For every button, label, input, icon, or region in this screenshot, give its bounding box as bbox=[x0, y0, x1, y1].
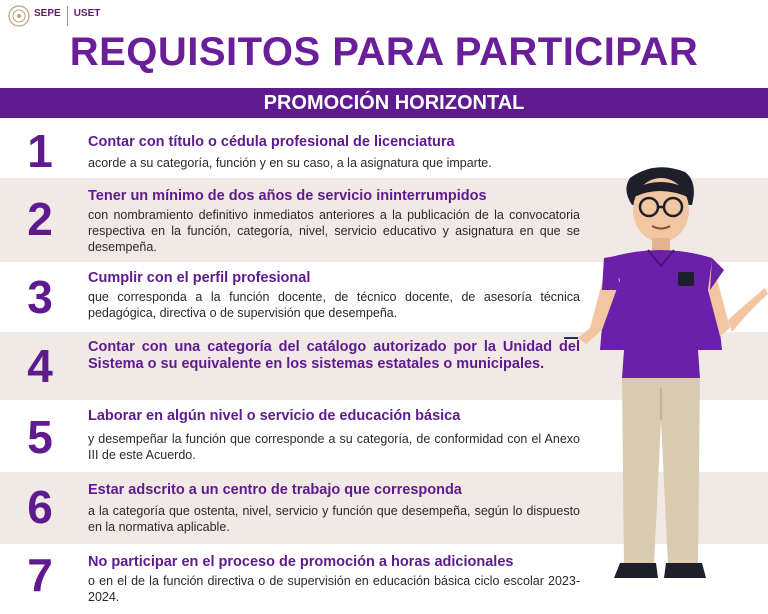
requirement-number: 6 bbox=[27, 481, 53, 533]
requirement-detail: o en el de la función directiva o de supervisión en educación básica ciclo escolar 2023-2024. bbox=[88, 574, 580, 604]
sepe-logo-text: SEPE bbox=[34, 7, 61, 19]
uset-logo bbox=[74, 9, 101, 24]
uset-logo-text: USET bbox=[73, 7, 101, 19]
requirement-detail: acorde a su categoría, función y en su caso, a la asignatura que imparte. bbox=[88, 156, 492, 170]
requirement-number: 1 bbox=[27, 125, 53, 177]
institution-logos bbox=[8, 5, 100, 27]
requirement-number: 4 bbox=[27, 340, 53, 392]
requirement-detail: con nombramiento definitivo inmediatos anteriores a la publicación de la convocatoria respectiva en la función, categoría, nivel, servicio educativo y asignatura en que se desempeña. bbox=[88, 208, 580, 254]
presenter-illustration bbox=[560, 160, 768, 585]
requirement-detail: que corresponda a la función docente, de técnico docente, de asesoría técnica pedagógica, directiva o de supervisión que desempeña. bbox=[88, 290, 580, 320]
subtitle: PROMOCIÓN HORIZONTAL bbox=[263, 92, 525, 114]
page-title: REQUISITOS PARA PARTICIPAR bbox=[69, 30, 699, 74]
requirement-number: 3 bbox=[27, 271, 53, 323]
requirement-number: 2 bbox=[27, 193, 53, 245]
requirement-heading: Laborar en algún nivel o servicio de educación básica bbox=[88, 408, 461, 424]
requirement-number: 5 bbox=[27, 411, 53, 463]
seal-icon bbox=[8, 5, 30, 27]
sepe-logo bbox=[34, 9, 61, 24]
subtitle-banner bbox=[0, 88, 768, 118]
requirement-detail: a la categoría que ostenta, nivel, servicio y función que desempeña, según lo dispuesto en la normativa aplicable. bbox=[88, 504, 580, 534]
logo-divider bbox=[67, 6, 68, 26]
requirement-heading: Contar con una categoría del catálogo autorizado por la Unidad del Sistema o su equivalente en los sistemas estatales o municipales. bbox=[88, 339, 580, 372]
requirement-heading: No participar en el proceso de promoción a horas adicionales bbox=[88, 554, 514, 570]
top-header bbox=[0, 0, 768, 34]
requirement-heading: Contar con título o cédula profesional de licenciatura bbox=[88, 134, 455, 150]
requirement-heading: Cumplir con el perfil profesional bbox=[88, 270, 311, 286]
requirement-number: 7 bbox=[27, 549, 53, 601]
requirement-detail: y desempeñar la función que corresponde a su categoría, de conformidad con el Anexo III de este Acuerdo. bbox=[88, 432, 580, 462]
requirement-heading: Tener un mínimo de dos años de servicio ininterrumpidos bbox=[88, 188, 487, 204]
requirement-heading: Estar adscrito a un centro de trabajo que corresponda bbox=[88, 482, 462, 498]
